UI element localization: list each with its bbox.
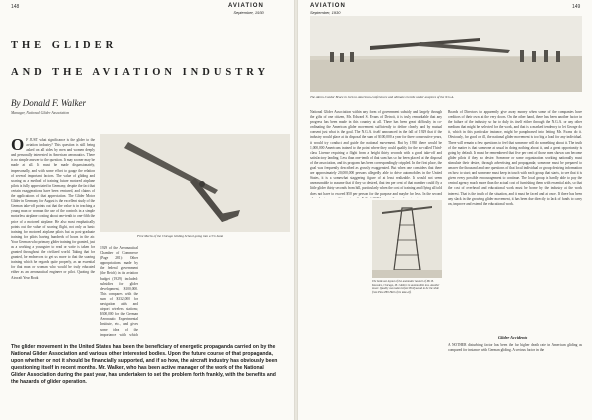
tower-photo	[372, 200, 442, 278]
field-photo-caption: The Akron-Condor Brace in Jeck to American-conferences and ultimate records under auspices of the N.G.A.	[310, 95, 455, 99]
left-page	[0, 0, 294, 420]
left-header	[228, 3, 264, 15]
left-header-date: September, 1930	[233, 10, 264, 15]
right-column-2-bottom	[448, 343, 582, 373]
glider-photo-caption: First Mechs of the Chicago Gliding School going into a 5% bank	[137, 234, 223, 238]
article-title-line-2: AND THE AVIATION INDUSTRY	[11, 67, 270, 78]
right-column-2b-text: A NOTHER disturbing factor has been the far higher death rate in American gliding as compared for instance with German gliding. A serious factor in the	[448, 343, 582, 353]
tower-scene	[372, 200, 442, 278]
glider-photo	[100, 134, 290, 232]
pull-quote: The glider movement in the United States has been the beneficiary of energetic propaganda carried on by the National Glider Association and various other interested bodies. Upon the future course of that propaganda, upon whether or not it should be financially supported, and if so how, the aircraft industry has obviously been questioning itself in recent months. Mr. Walker, who has been active manager of the work of the National Glider Association during the past year, has undertaken to set the problem forth frankly, with the benefits and the hazards of glider operation.	[11, 344, 278, 385]
right-header	[310, 3, 346, 15]
right-page	[298, 0, 592, 420]
left-column-2-text: 1929 of the Aeronautical Chamber of Commerce (Page 281): Other appropriations made by the federal government (the Reich) in its aviation budget (1929) included: subsidies for glider development, $100,000. This compares with the sum of $332,000 for navigation aids and airport wireless stations; $300,000 for the German Aeronautic Experimental Institute, etc., and gives some idea of the importance with which	[100, 246, 138, 337]
drop-cap: O	[11, 138, 25, 154]
right-column-2-text: Boards of Directors to apparently give away money when some of the companies have creditors of their own at the very doors. On the other hand, there has been another factor in the failure of the industry so far to duly its itself either through the N.G.A. or any other medium that might be selected for the work, and that is a marked tendency to let George do it, which in this particular instance, might be paraphrased into letting Mr. Evans do it. Obviously, for good or ill, the national glider movement is too big a load for any individual. There will remain a few questions to feel that someone will do something about it. The truth of the matter is that someone at usual in doing nothing about it, and a great opportunity is going by default. It must be remembered that five per cent of those men shown can become glider pilots if they so desire. Someone or some organization working nationally must stimulate their desire, through advertising and propaganda; someone must be prepared to answer the thousand and one questions of that local individual or group desiring information on how to start; and someone must keep in touch with each group that starts, to see that it is given every possible encouragement to continue. The local group is hardly able to pay the central agency much more than the actual cost of furnishing them with essential aids, so that the cost of overhead and educational work must be borne by the industry at the work interest. That is the truth of the situation, and it must be faced and at once. If there has been any slack in the growing glider movement, it has been due directly to lack of funds to carry on, improve and extend the educational work.	[448, 110, 582, 206]
left-column-1	[11, 138, 95, 334]
right-column-2	[448, 110, 582, 334]
left-column-2	[100, 246, 138, 338]
glider-silhouette	[100, 134, 290, 232]
field-scene	[310, 16, 582, 92]
tower-photo-caption: The bold-out layout of the automatic launch of Mr. B. Knowles, Chicago, Ill. Gliders in automobile tow. Another tower. Quality was taken before Hollywood to be the slide from Pine-Hill Hall of its take-off.	[372, 279, 440, 294]
field-photo	[310, 16, 582, 92]
article-title-line-1: THE GLIDER	[11, 40, 118, 51]
right-column-1-text: National Glider Association within any form of government subsidy and largely through the gifts of one citizen, Mr. Edward S. Evans of Detroit, it is truly remarkable that any progress has been made in this country at all. There has been great difficulty in co-ordinating the American glider movement sufficiently to define clearly and by mutual consent just what is the goal. The N.G.A. itself announced in the fall of 1929 that if the industry would place at its disposal the sum of $100,000 a year for three consecutive years, it would try conduct and guide the national movement. But by 1930 there would be 1,000,000 Americans trained to the point where they could qualify for the so-called Third-class License requiring a flight from a height thirty seconds with a good take-off and satisfactory landing. Less than one-tenth of that sum has so far been placed at the disposal of the association, and its program has been correspondingly crippled. In the first place, the goal was frequently described as grossly exaggerated. But when one considers that there are approximately 20,000,000 persons allegedly able to drive automobiles in the United States, it is a somewhat staggering figure of at least realizable. It would not seem unreasonable to assume that if they so desired, that ten per cent of that number could fly a little glider thirty seconds from hill, particularly when the cost of training and flying all told does not have to exceed $50 per person for the purpose and maybe for less. In the second	[310, 110, 442, 196]
left-column-1-text: F JUST what significance is the glider to the aviation industry? This question is still being asked on all sides by men and women deeply and personally interested in American aeronautics. There is no simple answer to the question. It may sooner may be made at all. It must be made dispassionately, impersonally, and with some effort to gauge the relation of several important factors. The value of gliding and soaring as a method of training future motored airplane pilots is fully appreciated in Germany, despite the fact that certain exaggerations have been ventured, and claims of the applications of that appreciation. The Glider Motor Glider in Germany for August is the excellent study of the German take-off points out that the value is in teaching a young man or woman the use of the controls in a simple motorless airplane costing about one-tenth to one-fifth the price of a motored airplane. He also most emphatically points out the value of soaring flight, not only as basic training for motored airplane pilots but as post-graduate training for pilots having hundreds of hours in the air. Your German who primary glider training for granted, just as a working a youngster to read or write is taken for granted throughout the civilized world. Taking that for granted, he endeavors to get us more to that the soaring training which he regards quite properly, as an essential for that man or woman who would be truly educated either as an aeronautical engineer or pilot. Quoting the Aircraft Year Book	[11, 138, 95, 280]
glider-accidents-subhead: Glider Accidents	[498, 335, 528, 340]
author-role: Manager, National Glider Association	[11, 111, 70, 115]
right-header-date: September, 1930	[310, 10, 341, 15]
article-byline: By Donald F. Walker	[11, 98, 86, 108]
right-header-magazine: AVIATION	[310, 3, 346, 9]
right-column-1-top	[310, 110, 442, 198]
page-number-left: 148	[11, 4, 20, 10]
page-number-right: 149	[572, 4, 581, 10]
glider-pilot	[199, 181, 205, 187]
left-header-magazine: AVIATION	[228, 3, 264, 9]
